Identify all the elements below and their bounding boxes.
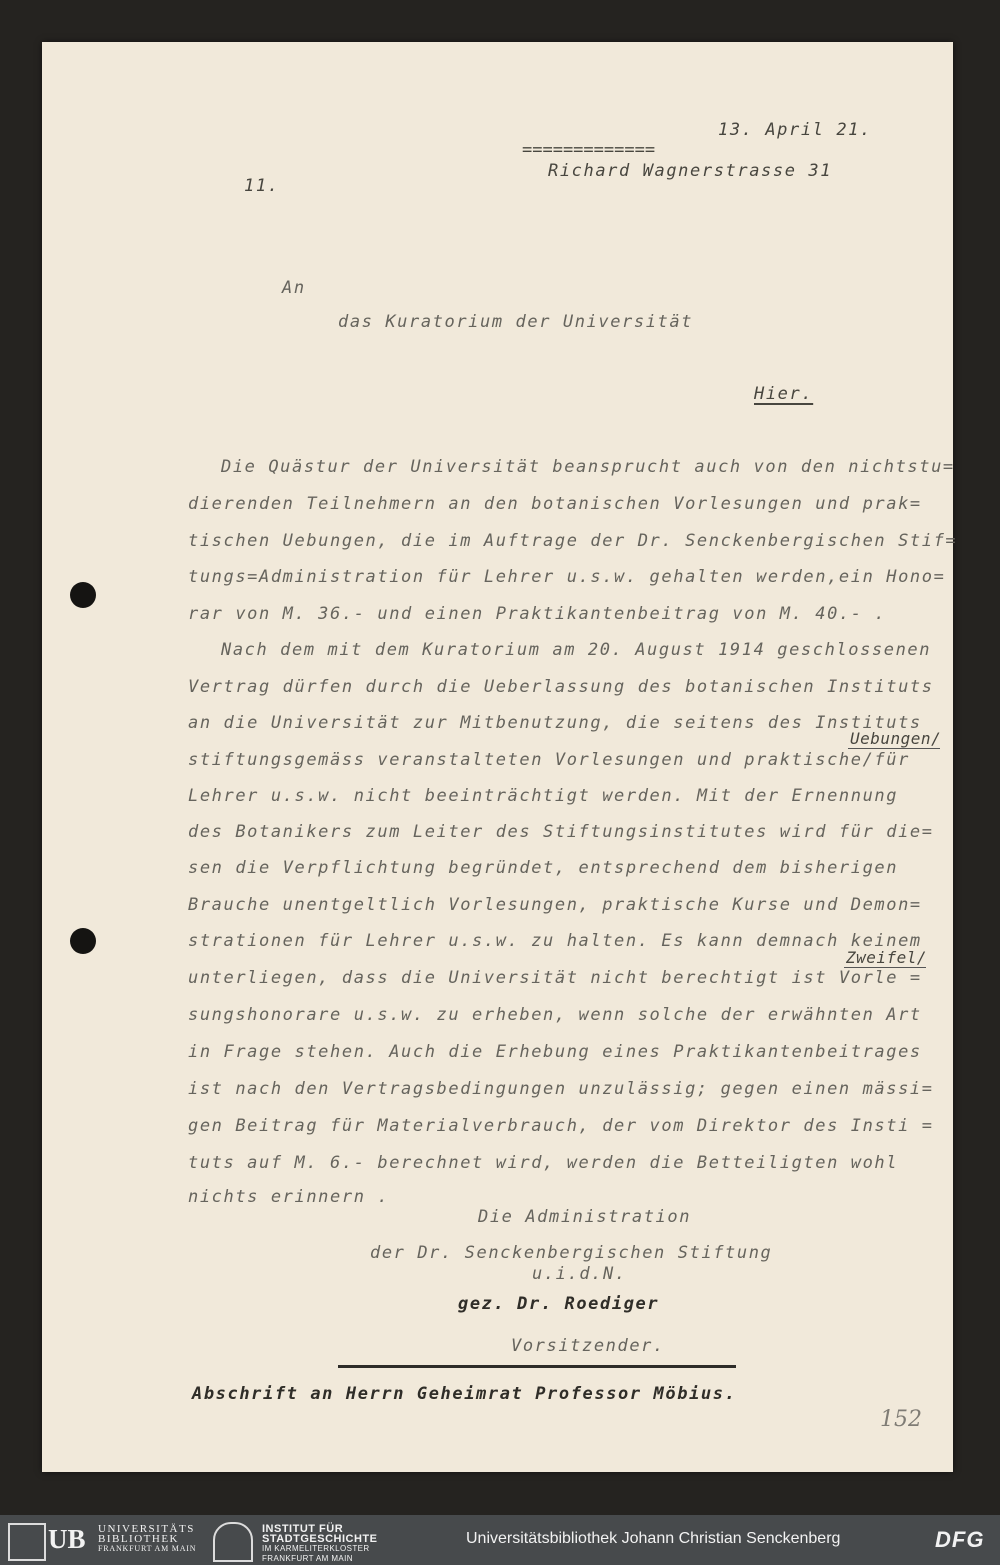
recipient: das Kuratorium der Universität — [338, 312, 694, 332]
insertion-underline — [848, 748, 940, 749]
body-line: dierenden Teilnehmern an den botanischen Vorlesungen und prak= — [188, 494, 922, 514]
body-line: an die Universität zur Mitbenutzung, die seitens des Instituts — [188, 713, 922, 733]
footer-bar — [0, 1515, 1000, 1565]
address-rule: ============= — [522, 140, 656, 160]
ub-line3: FRANKFURT AM MAIN — [98, 1544, 197, 1553]
ub-line1: UNIVERSITÄTS — [98, 1523, 195, 1535]
body-line: tungs=Administration für Lehrer u.s.w. gehalten werden,ein Hono= — [188, 567, 946, 587]
body-line: strationen für Lehrer u.s.w. zu halten. Es kann demnach keinem — [188, 931, 922, 951]
body-line: Lehrer u.s.w. nicht beeinträchtigt werden. Mit der Ernennung — [188, 786, 899, 806]
punch-hole — [70, 928, 96, 954]
signer-title: Vorsitzender. — [511, 1336, 665, 1356]
body-line: stiftungsgemäss veranstalteten Vorlesungen und praktische/für — [188, 750, 910, 770]
pencil-folio-number: 152 — [880, 1407, 922, 1432]
body-line: unterliegen, dass die Universität nicht berechtigt ist Vorle = — [188, 968, 922, 988]
place: Hier. — [754, 384, 814, 404]
salutation-to: An — [282, 278, 306, 298]
body-line: gen Beitrag für Materialverbrauch, der vom Direktor des Insti = — [188, 1116, 934, 1136]
ub-line2: BIBLIOTHEK — [98, 1533, 179, 1545]
body-line: Nach dem mit dem Kuratorium am 20. August 1914 geschlossenen — [221, 640, 932, 660]
signed-by: gez. Dr. Roediger — [458, 1294, 660, 1314]
body-line: rar von M. 36.- und einen Praktikantenbeitrag von M. 40.- . — [188, 604, 887, 624]
body-line: des Botanikers zum Leiter des Stiftungsinstitutes wird für die= — [188, 822, 934, 842]
body-line: sen die Verpflichtung begründet, entsprechend dem bisherigen — [188, 858, 899, 878]
body-line: tuts auf M. 6.- berechnet wird, werden die Betteiligten wohl — [188, 1153, 899, 1173]
ub-logo[interactable]: UB — [48, 1524, 86, 1554]
isg-name[interactable] — [262, 1524, 377, 1564]
copy-note: Abschrift an Herrn Geheimrat Professor Möbius. — [192, 1384, 737, 1404]
ub-portrait-icon — [8, 1523, 46, 1561]
signature-org-line3: u.i.d.N. — [532, 1264, 627, 1284]
divider-rule — [338, 1365, 736, 1368]
body-line: Die Quästur der Universität beansprucht auch von den nichtstu= — [221, 457, 955, 477]
library-title[interactable]: Universitätsbibliothek Johann Christian Senckenberg — [466, 1530, 841, 1547]
isg-line1: INSTITUT FÜR — [262, 1523, 344, 1535]
signature-org-line1: Die Administration — [478, 1207, 692, 1227]
reference-number: 11. — [244, 176, 280, 196]
signature-org-line2: der Dr. Senckenbergischen Stiftung — [370, 1243, 773, 1263]
isg-line4: FRANKFURT AM MAIN — [262, 1554, 353, 1563]
body-line: Vertrag dürfen durch die Ueberlassung des botanischen Instituts — [188, 677, 934, 697]
insertion-uebungen: Uebungen/ — [850, 729, 942, 748]
body-line: nichts erinnern . — [188, 1187, 390, 1207]
punch-hole — [70, 582, 96, 608]
body-line: sungshonorare u.s.w. zu erheben, wenn solche der erwähnten Art — [188, 1005, 922, 1025]
body-line: Brauche unentgeltlich Vorlesungen, praktische Kurse und Demon= — [188, 895, 922, 915]
body-line: in Frage stehen. Auch die Erhebung eines Praktikantenbeitrages — [188, 1042, 922, 1062]
insertion-zweifel: Zweifel/ — [846, 948, 928, 967]
body-line: tischen Uebungen, die im Auftrage der Dr. Senckenbergischen Stif= — [188, 531, 958, 551]
isg-arch-icon — [213, 1522, 253, 1562]
ub-name — [98, 1524, 196, 1554]
isg-line2: STADTGESCHICHTE — [262, 1533, 378, 1545]
sender-address: Richard Wagnerstrasse 31 — [548, 161, 833, 181]
isg-line3: IM KARMELITERKLOSTER — [262, 1544, 370, 1553]
body-line: ist nach den Vertragsbedingungen unzulässig; gegen einen mässi= — [188, 1079, 934, 1099]
dfg-logo[interactable]: DFG — [935, 1527, 985, 1552]
letter-date: 13. April 21. — [718, 120, 872, 140]
